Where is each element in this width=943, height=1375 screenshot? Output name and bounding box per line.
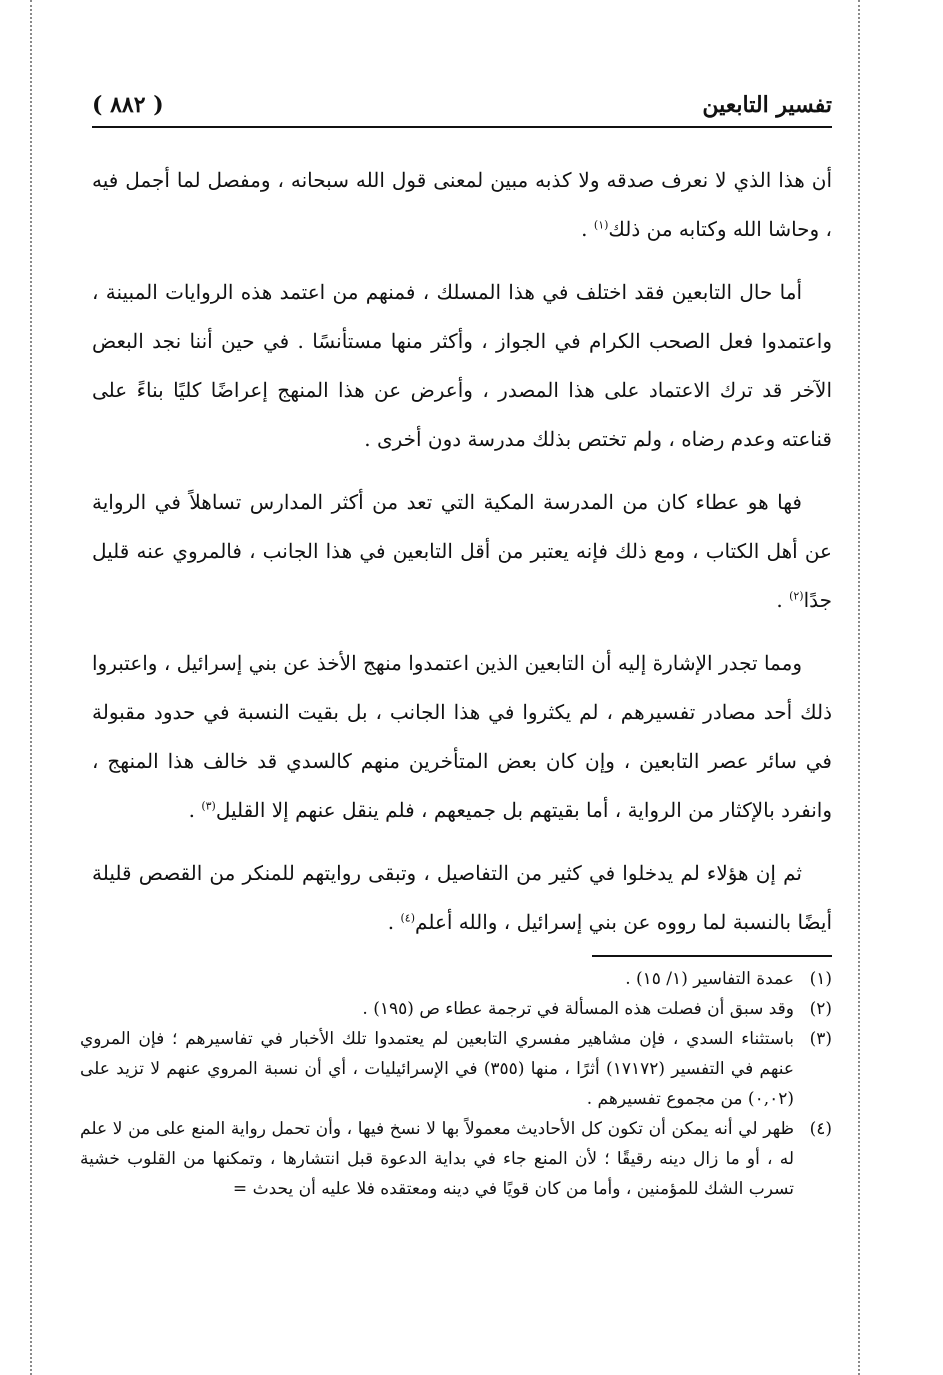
paragraph: أما حال التابعين فقد اختلف في هذا المسلك ، فمنهم من اعتمد هذه الروايات المبينة ، واعتمدوا فعل الصحب الكرام في الجواز ، وأكثر منها مستأنسًا . في حين أننا نجد البعض الآخر قد ترك الاعتماد على هذا المصدر ، وأعرض عن هذا المنهج إعراضًا كليًا بناءً على قناعته وعدم رضاه ، ولم تختص بذلك مدرسة دون أخرى . [92,280,832,451]
footnote-number: (٢) [809,999,832,1019]
paragraph: أن هذا الذي لا نعرف صدقه ولا كذبه مبين لمعنى قول الله سبحانه ، ومفصل لما أجمل فيه ، وحاشا الله وكتابه من ذلك$^{(١)}$ . [92,168,832,241]
footnote-number: (١) [809,969,832,989]
footnotes [80,964,832,1204]
footnote-ref: (٢) [789,589,804,603]
main-text [92,156,832,961]
header-rule [92,126,832,128]
paragraph: فها هو عطاء كان من المدرسة المكية التي تعد من أكثر المدارس تساهلاً في الرواية عن أهل الكتاب ، ومع ذلك فإنه يعتبر من أقل التابعين في هذا الجانب ، فالمروي عنه قليل جدًا$^{(٢)}$ . [92,490,832,612]
page-number: ( ٨٨٢ ) [92,92,164,118]
footnote-separator [592,955,832,957]
page-header [92,90,832,120]
running-title: تفسير التابعين [702,92,832,118]
footnote [80,964,832,994]
footnote [80,994,832,1024]
footnote [80,1114,832,1204]
footnote [80,1024,832,1114]
footnote-number: (٤) [809,1119,832,1139]
footnote-ref: (٤) [400,911,416,925]
footnote-text: ظهر لي أنه يمكن أن تكون كل الأحاديث معمولاً بها لا نسخ فيها ، وأن تحمل رواية المنع على من لا علم له ، أو ما زال دينه رقيقًا ؛ لأن المنع جاء في بداية الدعوة قبل انتشارها ، وتمكنها من القلوب خشية تسرب الشك للمؤمنين ، وأما من كان قويًا في دينه ومعتقده فلا عليه أن يحدث = [80,1119,794,1199]
footnote-text: وقد سبق أن فصلت هذه المسألة في ترجمة عطاء ص (١٩٥) . [362,999,794,1019]
footnote-text: باستثناء السدي ، فإن مشاهير مفسري التابعين لم يعتمدوا تلك الأخبار في تفاسيرهم ؛ فإن المروي عنهم في التفسير (١٧١٧٢) أثرًا ، منها (٣٥٥) في الإسرائيليات ، أي أن نسبة المروي عنهم لا تزيد على (٠,٠٢) من مجموع تفسيرهم . [80,1029,794,1109]
footnote-ref: (١) [593,218,609,232]
paragraph: ومما تجدر الإشارة إليه أن التابعين الذين اعتمدوا منهج الأخذ عن بني إسرائيل ، واعتبروا ذلك أحد مصادر تفسيرهم ، لم يكثروا في هذا الجانب ، بل بقيت النسبة في حدود مقبولة في سائر عصر التابعين ، وإن كان بعض المتأخرين منهم كالسدي قد خالف هذا المنهج ، وانفرد بالإكثار من الرواية ، أما بقيتهم بل جميعهم ، فلم ينقل عنهم إلا القليل$^{(٣)}$ . [92,651,832,822]
footnote-number: (٣) [809,1029,832,1049]
left-dotted-border [30,0,32,1375]
right-dotted-border [858,0,860,1375]
footnote-ref: (٣) [201,799,216,813]
footnote-text: عمدة التفاسير (١/ ١٥) . [625,969,794,989]
paragraph: ثم إن هؤلاء لم يدخلوا في كثير من التفاصيل ، وتبقى روايتهم للمنكر من القصص قليلة أيضًا بالنسبة لما رووه عن بني إسرائيل ، والله أعلم$^{(٤)}$ . [92,861,832,934]
